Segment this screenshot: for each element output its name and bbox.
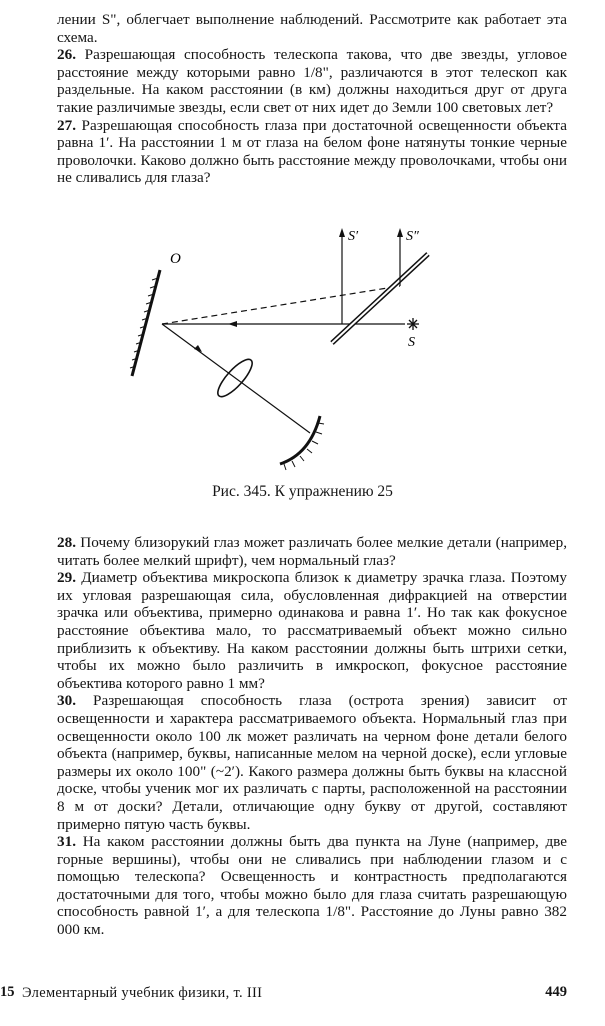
label-o: O — [170, 251, 181, 267]
label-s-double-prime: S″ — [406, 229, 419, 244]
exercise-29 — [57, 569, 567, 692]
exercise-31 — [57, 833, 567, 939]
exercise-number: 27. — [57, 116, 76, 134]
page-number: 449 — [545, 984, 567, 1000]
star-s-icon — [407, 318, 419, 330]
exercise-text: На каком расстоянии должны быть два пункта на Луне (например, две горные вершины), чтобы они не сливались при наблюдении глазом и с помощью телескопа? Освещенность и контрастность предполагаются достаточными для того, чтобы можно было для глаза считать разрешающую способность равной 1′, а для телескопа 1/8". Расстояние до Луны равно 382 000 км. — [57, 833, 568, 939]
optics-figure — [110, 218, 450, 473]
exercise-text: Разрешающая способность глаза (острота зрения) зависит от освещенности и характера рассматриваемого объекта. Нормальный глаз при освещенности около 100 лк может различать на черном фоне детали белого объекта (например, буквы, написанные мелом на черной доске), если угловые размеры их около 100" (~2′). Какого размера должны быть буквы на классной доске, чтобы ученик мог их различать с парты, расположенной на расстоянии 8 м от доски? Детали, отличающие одну букву от другой, составляют примерно пятую часть буквы. — [57, 692, 567, 833]
exercise-30 — [57, 692, 567, 833]
exercise-27 — [57, 117, 567, 187]
exercise-text: Разрешающая способность телескопа такова, что две звезды, угловое расстояние между которыми равно 1/8", различаются в этот телескоп как раздельные. На каком расстоянии (в км) должны находиться друг от друга такие различимые звезды, если свет от них идет до Земли 100 световых лет? — [57, 46, 567, 116]
book-title: Элементарный учебник физики, т. III — [22, 985, 263, 1001]
exercise-text: Разрешающая способность глаза при достаточной освещенности объекта равна 1′. На расстоянии 1 м от глаза на белом фоне натянуты тонкие черные проволочки. Каково должно быть расстояние между проволочками, чтобы они не сливались для глаза? — [57, 116, 567, 187]
arrow-s-prime — [339, 228, 345, 237]
arrow-s-double-prime — [397, 228, 403, 237]
exercise-text: Почему близорукий глаз может различать более мелкие детали (например, читать более мелкий шрифт), чем нормальный глаз? — [57, 534, 567, 569]
exercise-number: 31. — [57, 833, 76, 851]
label-s: S — [408, 335, 415, 350]
exercise-text: Диаметр объектива микроскопа близок к диаметру зрачка глаза. Поэтому их угловая разрешающая сила, обусловленная дифракцией на отверстии зрачка или объектива, примерно одинакова и равна 1′. Но так как фокусное расстояние объектива мало, то рассматриваемый объект можно сильно приблизить к объективу. На каком расстоянии должны быть штрихи сетки, чтобы их можно было различить в имкроскоп, фокусное расстояние объектива которого равно 1 мм? — [57, 569, 567, 692]
exercise-number: 26. — [57, 46, 76, 64]
exercise-number: 30. — [57, 692, 76, 710]
beam-arrow — [228, 321, 237, 327]
bottom-text — [57, 534, 567, 939]
top-text — [57, 11, 567, 187]
exercise-26 — [57, 46, 567, 116]
exercise-number: 28. — [57, 534, 76, 551]
figure-caption: Рис. 345. К упражнению 25 — [212, 483, 393, 500]
page-footer — [0, 984, 605, 1006]
label-s-prime: S′ — [348, 229, 359, 244]
dashed-ray — [162, 286, 400, 324]
signature-mark: 15 — [0, 984, 15, 1000]
ray-to-concave-mirror — [162, 324, 310, 433]
intro-text: лении S", облегчает выполнение наблюдений. Рассмотрите как работает эта схема. — [57, 11, 567, 46]
exercise-number: 29. — [57, 569, 76, 587]
exercise-28 — [57, 534, 567, 569]
